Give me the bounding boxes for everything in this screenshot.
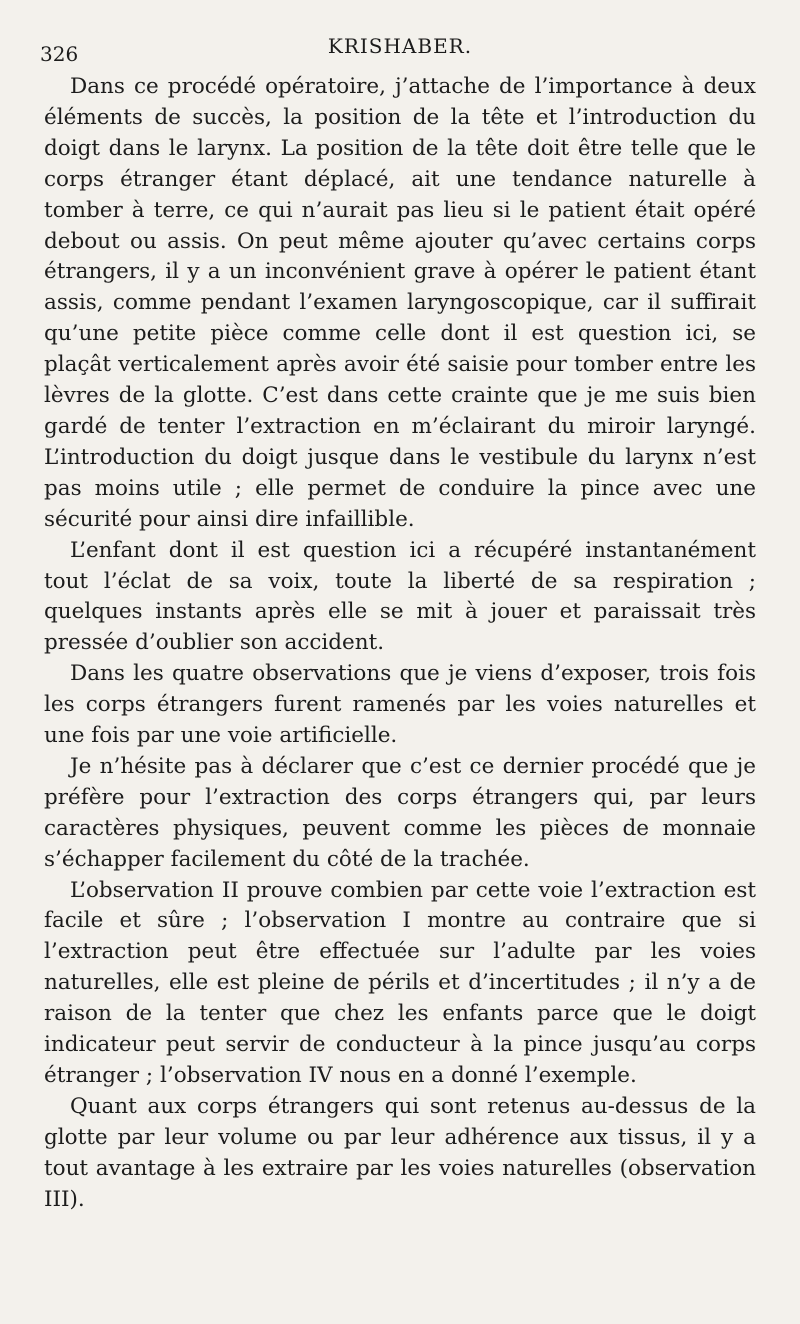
paragraph: Dans les quatre observations que je viens d’exposer, trois fois les corps étrangers furent ramenés par les voies naturelles et une fois par une voie artificielle. — [44, 661, 756, 749]
page-header — [40, 28, 760, 64]
page-number: 326 — [40, 42, 79, 66]
running-head: KRISHABER. — [327, 34, 473, 58]
paragraph: Dans ce procédé opératoire, j’attache de l’importance à deux éléments de succès, la position de la tête et l’introduction du doigt dans le larynx. La position de la tête doit être telle que le corps étranger étant déplacé, ait une tendance naturelle à tomber à terre, ce qui n’aurait pas lieu si le patient était opéré debout ou assis. On peut même ajouter qu’avec certains corps étrangers, il y a un inconvénient grave à opérer le patient étant assis, comme pendant l’examen laryngoscopique, car il suffirait qu’une petite pièce comme celle dont il est question ici, se plaçât verticalement après avoir été saisie pour tomber entre les lèvres de la glotte. C’est dans cette crainte que je me suis bien gardé de tenter l’extraction en m’éclairant du miroir laryngé. L’introduction du doigt jusque dans le vestibule du larynx n’est pas moins utile ; elle permet de conduire la pince avec une sécurité pour ainsi dire infaillible. — [44, 74, 756, 532]
body-text — [44, 72, 756, 1216]
paragraph: L’observation II prouve combien par cette voie l’extraction est facile et sûre ; l’observation I montre au contraire que si l’extraction peut être effectuée sur l’adulte par les voies naturelles, elle est pleine de périls et d’incertitudes ; il n’y a de raison de la tenter que chez les enfants parce que le doigt indicateur peut servir de conducteur à la pince jusqu’au corps étranger ; l’observation IV nous en a donné l’exemple. — [44, 877, 756, 1088]
paragraph: Je n’hésite pas à déclarer que c’est ce dernier procédé que je préfère pour l’extraction des corps étrangers qui, par leurs caractères physiques, peuvent comme les pièces de monnaie s’échapper facilement du côté de la trachée. — [44, 753, 756, 872]
paragraph: Quant aux corps étrangers qui sont retenus au-dessus de la glotte par leur volume ou par leur adhérence aux tissus, il y a tout avantage à les extraire par les voies naturelles (observation III). — [44, 1093, 756, 1212]
paragraph: L’enfant dont il est question ici a récupéré instantanément tout l’éclat de sa voix, toute la liberté de sa respiration ; quelques instants après elle se mit à jouer et paraissait très pressée d’oublier son accident. — [44, 537, 756, 656]
